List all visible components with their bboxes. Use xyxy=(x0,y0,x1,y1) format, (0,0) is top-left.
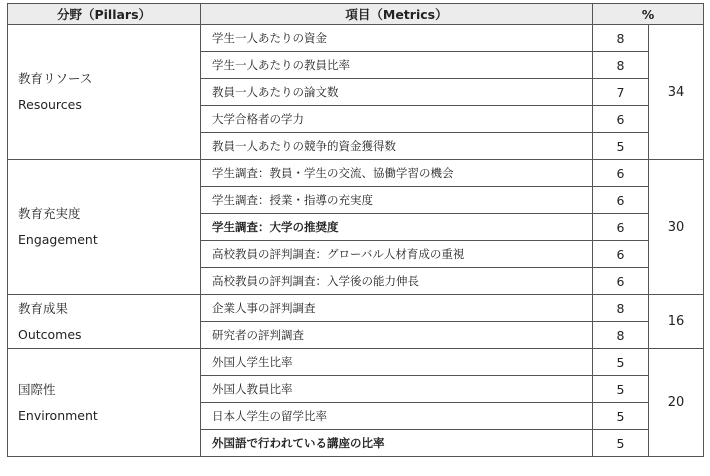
metrics-table xyxy=(7,3,704,457)
metric-weight: 6 xyxy=(593,268,649,295)
metric-label: 高校教員の評判調査：グローバル人材育成の重視 xyxy=(201,241,593,268)
header-pillars: 分野（Pillars） xyxy=(8,4,201,25)
pillar-cell xyxy=(8,25,201,160)
metric-weight: 6 xyxy=(593,187,649,214)
pillar-cell xyxy=(8,160,201,295)
metric-weight: 8 xyxy=(593,25,649,52)
metric-label: 日本人学生の留学比率 xyxy=(201,403,593,430)
metric-weight: 8 xyxy=(593,295,649,322)
metric-label: 学生一人あたりの資金 xyxy=(201,25,593,52)
pillar-name-en: Environment xyxy=(18,407,98,423)
metric-weight: 6 xyxy=(593,160,649,187)
pillar-name-en: Engagement xyxy=(18,232,98,247)
metric-weight: 6 xyxy=(593,106,649,133)
metric-weight: 7 xyxy=(593,79,649,106)
metric-weight: 6 xyxy=(593,241,649,268)
metric-label: 学生調査：大学の推奨度 xyxy=(201,214,593,241)
metric-label: 外国人学生比率 xyxy=(201,349,593,376)
metric-label: 研究者の評判調査 xyxy=(201,322,593,349)
table-row xyxy=(8,295,704,322)
metric-weight: 5 xyxy=(593,133,649,160)
header-percent: % xyxy=(593,4,704,25)
metric-weight: 6 xyxy=(593,214,649,241)
pillar-name-en: Outcomes xyxy=(18,326,82,342)
pillar-name-ja: 国際性 xyxy=(18,381,56,397)
pillar-total: 16 xyxy=(649,295,704,349)
metric-label: 外国語で行われている講座の比率 xyxy=(201,430,593,457)
pillar-total: 34 xyxy=(649,25,704,160)
metric-label: 大学合格者の学力 xyxy=(201,106,593,133)
metric-weight: 5 xyxy=(593,403,649,430)
pillar-name-ja: 教育充実度 xyxy=(18,206,81,221)
metric-weight: 8 xyxy=(593,52,649,79)
metric-weight: 5 xyxy=(593,349,649,376)
metric-label: 企業人事の評判調査 xyxy=(201,295,593,322)
metric-label: 外国人教員比率 xyxy=(201,376,593,403)
table-row xyxy=(8,160,704,187)
table-row xyxy=(8,349,704,376)
header-row xyxy=(8,4,704,25)
pillar-cell xyxy=(8,295,201,349)
pillar-total: 30 xyxy=(649,160,704,295)
pillar-total: 20 xyxy=(649,349,704,457)
metric-label: 教員一人あたりの論文数 xyxy=(201,79,593,106)
metric-weight: 5 xyxy=(593,376,649,403)
pillar-name-ja: 教育リソース xyxy=(18,71,93,86)
metric-label: 教員一人あたりの競争的資金獲得数 xyxy=(201,133,593,160)
metric-label: 学生調査：教員・学生の交流、協働学習の機会 xyxy=(201,160,593,187)
pillar-cell xyxy=(8,349,201,457)
metric-label: 高校教員の評判調査：入学後の能力伸長 xyxy=(201,268,593,295)
pillar-name-ja: 教育成果 xyxy=(18,300,69,316)
metric-weight: 8 xyxy=(593,322,649,349)
metric-label: 学生調査：授業・指導の充実度 xyxy=(201,187,593,214)
header-metrics: 項目（Metrics） xyxy=(201,4,593,25)
pillar-name-en: Resources xyxy=(18,97,82,112)
table-row xyxy=(8,25,704,52)
metric-weight: 5 xyxy=(593,430,649,457)
metric-label: 学生一人あたりの教員比率 xyxy=(201,52,593,79)
